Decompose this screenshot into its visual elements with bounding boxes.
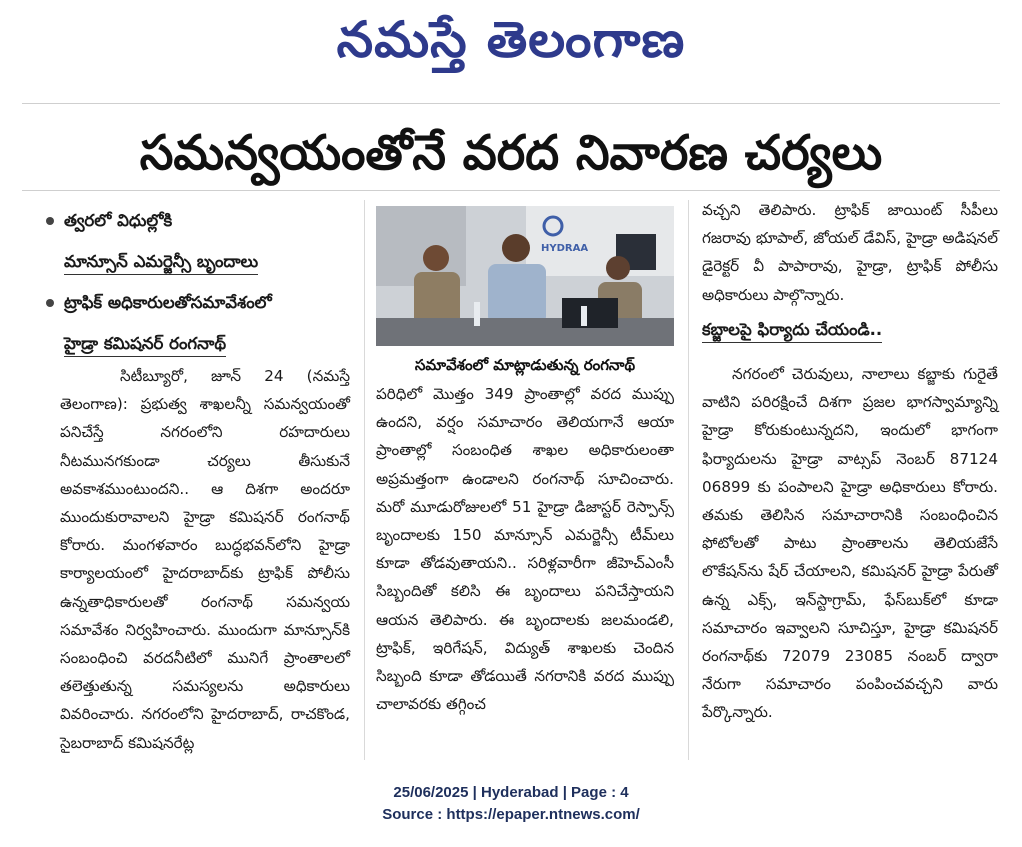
bullet-dot-icon (46, 217, 54, 225)
bullet-item (40, 282, 350, 324)
footer-dateline: 25/06/2025 | Hyderabad | Page : 4 (393, 784, 629, 801)
article-paragraph: నగరంలో చెరువులు, నాలాలు కబ్జాకు గురైతే వాటిని పరిరక్షించే దిశగా ప్రజల భాగస్వామ్యాన్ని హైడ్రా కోరుకుంటున్నదని, ఇందులో భాగంగా ఫిర్యాదులను హైడ్రా వాట్సప్ నెంబర్ 87124 06899 కు పంపాలని హైడ్రా అధికారులు కోరారు. తమకు తెలిసిన సమాచారానికి సంబంధించిన ఫోటోలతో పాటు ప్రాంతాలను తెలియజేసే లొకేషన్‌ను షేర్ చేయాలని, కమిషనర్ హైడ్రా పేరుతో ఉన్న ఎక్స్, ఇన్‌స్టాగ్రామ్, ఫేస్‌బుక్‌లో కూడా సమాచారం ఇవ్వాలని సూచిస్తూ, హైడ్రా కమిషనర్ రంగనాథ్‌కు 72079 23085 నంబర్ ద్వారా నేరుగా సమాచారం పంపించవచ్చని వారు పేర్కొన్నారు. (702, 365, 998, 722)
bullet-text: మాన్సూన్ ఎమర్జెన్సీ బృందాలు (64, 252, 258, 275)
subheads-block (40, 200, 350, 364)
bullet-dot-icon (46, 299, 54, 307)
article-column-2 (376, 380, 674, 718)
section-subhead (702, 313, 998, 347)
article-column-3-body (702, 360, 998, 727)
masthead-rule (22, 103, 1000, 104)
footer-source: Source : https://epaper.ntnews.com/ (382, 806, 640, 823)
bullet-line: ట్రాఫిక్ అధికారులతోసమావేశంలో (64, 293, 272, 312)
article-paragraph: వచ్చని తెలిపారు. ట్రాఫిక్ జాయింట్ సీపీలు గజరావు భూపాల్, జోయల్ డేవిస్, హైడ్రా అడిషనల్ డైరెక్టర్ వీ పాపారావు, హైడ్రా, ట్రాఫిక్ పోలీసు అధికారులు పాల్గొన్నారు. (702, 201, 998, 304)
bullet-line (40, 324, 350, 364)
column-divider (364, 200, 365, 760)
sign-text: HYDRAA (541, 243, 589, 254)
meeting-photo-illustration (376, 206, 674, 346)
news-photo (376, 206, 674, 346)
article-column-1 (60, 362, 350, 757)
newspaper-title: నమస్తే తెలంగాణ (336, 11, 686, 69)
masthead (0, 0, 1022, 92)
subhead-text: కబ్జాలపై ఫిర్యాదు చేయండి.. (702, 320, 882, 343)
article-paragraph: పరిధిలో మొత్తం 349 ప్రాంతాల్లో వరద ముప్పు ఉందని, వర్షం సమాచారం తెలియగానే ఆయా ప్రాంతాల్లో సంబంధిత శాఖల అధికారులంతా అప్రమత్తంగా ఉండాలని రంగనాథ్ సూచించారు. మరో మూడురోజులలో 51 హైడ్రా డిజాస్టర్ రెస్పాన్స్ బృందాలకు 150 మాన్సూన్ ఎమర్జెన్సీ టీమ్‌లు కూడా తోడవుతాయని.. సరిళ్లవారీగా జీహెచ్ఎంసీ సిబ్బందితో కలిసి ఈ బృందాలు పనిచేస్తాయని ఆయన తెలిపారు. ఈ బృందాలకు జలమండలి, ట్రాఫిక్, ఇరిగేషన్, విద్యుత్ శాఖలకు చెందిన సిబ్బంది కూడా తోడయితే నగరానికి వరద ముప్పు చాలావరకు తగ్గించ (376, 385, 674, 714)
photo-caption: సమావేశంలో మాట్లాడుతున్న రంగనాథ్ (414, 356, 636, 374)
article-column-3-top (702, 196, 998, 309)
bullet-item (40, 200, 350, 242)
headline-rule (22, 190, 1000, 191)
headline: సమన్వయంతోనే వరద నివారణ చర్యలు (139, 125, 883, 181)
column-divider (688, 200, 689, 760)
bullet-line: త్వరలో విధుల్లోకి (64, 211, 173, 230)
article-paragraph: సిటీబ్యూరో, జూన్ 24 (నమస్తే తెలంగాణ): ప్రభుత్వ శాఖలన్నీ సమన్వయంతో పనిచేస్తే నగరంలోని రహదారులు నీటమునగకుండా చర్యలు తీసుకునే అవకాశముంటుందని.. ఆ దిశగా అందరూ ముందుకురావాలని హైడ్రా కమిషనర్ రంగనాథ్ కోరారు. మంగళవారం బుద్ధభవన్‌లోని హైడ్రా కార్యాలయంలో హైదరాబాద్‌కు ట్రాఫిక్ పోలీసు ఉన్నతాధికారులతో రంగనాథ్ సమన్వయ సమావేశం నిర్వహించారు. ముందుగా మాన్సూన్‌కి సంబంధించి వరదనీటిలో మునిగే ప్రాంతాలలో తలెత్తుతున్న సమస్యలను అధికారులు వివరించారు. నగరంలోని హైదరాబాద్, రాచకొండ, సైబరాబాద్ కమిషనరేట్ల (60, 367, 350, 752)
bullet-text: హైడ్రా కమిషనర్ రంగనాథ్ (64, 334, 226, 357)
bullet-line (40, 242, 350, 282)
page-footer (0, 782, 1022, 826)
